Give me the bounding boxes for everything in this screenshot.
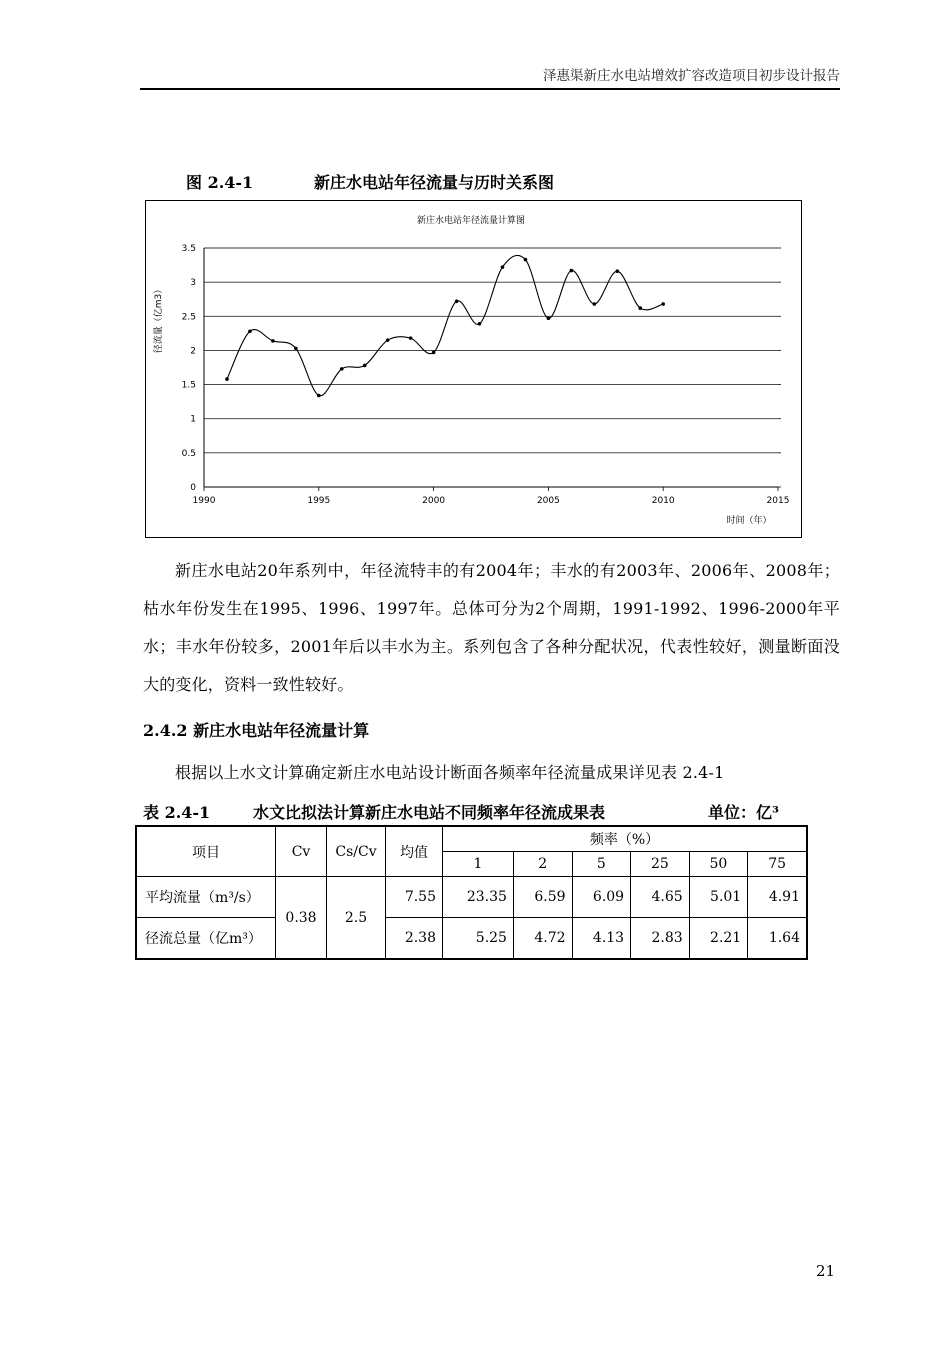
freq-cell: 25 bbox=[631, 852, 690, 877]
analysis-paragraph: 新庄水电站20年系列中，年径流特丰的有2004年；丰水的有2003年、2006年、2008年；枯水年份发生在1995、1996、1997年。总体可分为2个周期，1991-1992、1996-2000年平水；丰水年份较多，2001年后以丰水为主。系列包含了各种分配状况，代表性较好，测量断面没大的变化，资料一致性较好。 bbox=[143, 561, 840, 694]
section-heading: 2.4.2 新庄水电站年径流量计算 bbox=[143, 721, 370, 740]
chart-y-tick-label: 1 bbox=[190, 414, 196, 425]
chart-data-point bbox=[478, 322, 482, 326]
chart-y-axis-label: 径流量（亿m3） bbox=[154, 284, 164, 354]
table-cell: 23.35 bbox=[443, 877, 514, 918]
chart-x-axis-label: 时间（年） bbox=[726, 516, 772, 526]
table-intro-paragraph: 根据以上水文计算确定新庄水电站设计断面各频率年径流量成果详见表 2.4-1 bbox=[175, 763, 725, 782]
cv-value: 0.38 bbox=[276, 877, 327, 960]
chart-data-point bbox=[547, 317, 551, 321]
table-cell: 2.21 bbox=[689, 918, 748, 960]
running-header: 泽惠渠新庄水电站增效扩容改造项目初步设计报告 bbox=[543, 68, 840, 84]
table-caption-title: 水文比拟法计算新庄水电站不同频率年径流成果表 bbox=[253, 803, 606, 822]
table-cell: 1.64 bbox=[748, 918, 807, 960]
header-frequency: 频率（%） bbox=[443, 826, 808, 852]
chart-data-point bbox=[501, 265, 505, 269]
table-cell: 4.91 bbox=[748, 877, 807, 918]
chart-x-tick-label: 1990 bbox=[192, 496, 216, 506]
header-mean: 均值 bbox=[386, 826, 443, 877]
table-cell: 6.09 bbox=[572, 877, 631, 918]
page-number: 21 bbox=[816, 1262, 836, 1280]
chart-data-point bbox=[386, 338, 390, 342]
chart-data-point bbox=[294, 347, 298, 351]
header-item: 项目 bbox=[136, 826, 276, 877]
chart-series-line bbox=[227, 255, 663, 395]
cscv-value: 2.5 bbox=[327, 877, 386, 960]
chart-data-point bbox=[317, 394, 321, 398]
figure-caption bbox=[186, 170, 554, 193]
chart-data-point bbox=[248, 330, 252, 334]
chart-x-tick-label: 2010 bbox=[651, 496, 675, 506]
table-unit: 单位：亿³ bbox=[708, 803, 780, 822]
header-cscv: Cs/Cv bbox=[327, 826, 386, 877]
row-label: 平均流量（m³/s） bbox=[136, 877, 276, 918]
chart-data-point bbox=[432, 351, 436, 355]
chart-x-tick-label: 2005 bbox=[536, 496, 560, 506]
table-cell: 5.01 bbox=[689, 877, 748, 918]
freq-cell: 75 bbox=[748, 852, 807, 877]
chart-data-point bbox=[225, 377, 229, 381]
freq-cell: 5 bbox=[572, 852, 631, 877]
row-label: 径流总量（亿m³） bbox=[136, 918, 276, 960]
chart-data-point bbox=[638, 306, 642, 310]
chart-y-tick-label: 0.5 bbox=[181, 448, 196, 459]
table-row bbox=[136, 918, 807, 960]
chart-data-point bbox=[455, 299, 459, 303]
chart-y-tick-label: 3.5 bbox=[181, 244, 196, 254]
chart-data-point bbox=[593, 302, 597, 306]
table-cell: 4.72 bbox=[513, 918, 572, 960]
mean-value: 2.38 bbox=[386, 918, 443, 960]
chart-data-point bbox=[570, 269, 574, 273]
chart-data-point bbox=[363, 364, 367, 368]
chart-y-tick-label: 3 bbox=[190, 278, 196, 289]
figure-title: 新庄水电站年径流量与历时关系图 bbox=[314, 173, 555, 192]
chart-y-tick-label: 2 bbox=[190, 346, 196, 357]
chart-y-tick-label: 2.5 bbox=[181, 312, 196, 323]
table-cell: 4.13 bbox=[572, 918, 631, 960]
runoff-chart bbox=[145, 200, 802, 538]
runoff-chart-svg bbox=[146, 201, 801, 537]
chart-y-tick-label: 1.5 bbox=[181, 380, 196, 391]
freq-cell: 1 bbox=[443, 852, 514, 877]
table-cell: 4.65 bbox=[631, 877, 690, 918]
chart-data-point bbox=[271, 339, 275, 343]
chart-data-point bbox=[524, 258, 528, 262]
table-cell: 2.83 bbox=[631, 918, 690, 960]
freq-cell: 2 bbox=[513, 852, 572, 877]
chart-data-point bbox=[409, 336, 413, 340]
table-cell: 5.25 bbox=[443, 918, 514, 960]
table-header-row bbox=[136, 826, 807, 852]
table-row bbox=[136, 877, 807, 918]
header-cv: Cv bbox=[276, 826, 327, 877]
figure-label: 图 2.4-1 bbox=[186, 173, 254, 192]
chart-data-point bbox=[340, 367, 344, 371]
mean-value: 7.55 bbox=[386, 877, 443, 918]
table-caption bbox=[143, 800, 843, 823]
chart-data-point bbox=[615, 269, 619, 273]
chart-x-tick-label: 2015 bbox=[766, 496, 790, 506]
chart-x-tick-label: 1995 bbox=[307, 496, 331, 506]
table-caption-label: 表 2.4-1 bbox=[143, 803, 211, 822]
header-rule bbox=[140, 88, 840, 90]
chart-y-tick-label: 0 bbox=[190, 483, 196, 493]
freq-cell: 50 bbox=[689, 852, 748, 877]
table-cell: 6.59 bbox=[513, 877, 572, 918]
chart-data-point bbox=[661, 302, 665, 306]
chart-title: 新庄水电站年径流量计算图 bbox=[416, 216, 526, 226]
chart-x-tick-label: 2000 bbox=[422, 496, 446, 506]
runoff-result-table bbox=[135, 825, 808, 960]
